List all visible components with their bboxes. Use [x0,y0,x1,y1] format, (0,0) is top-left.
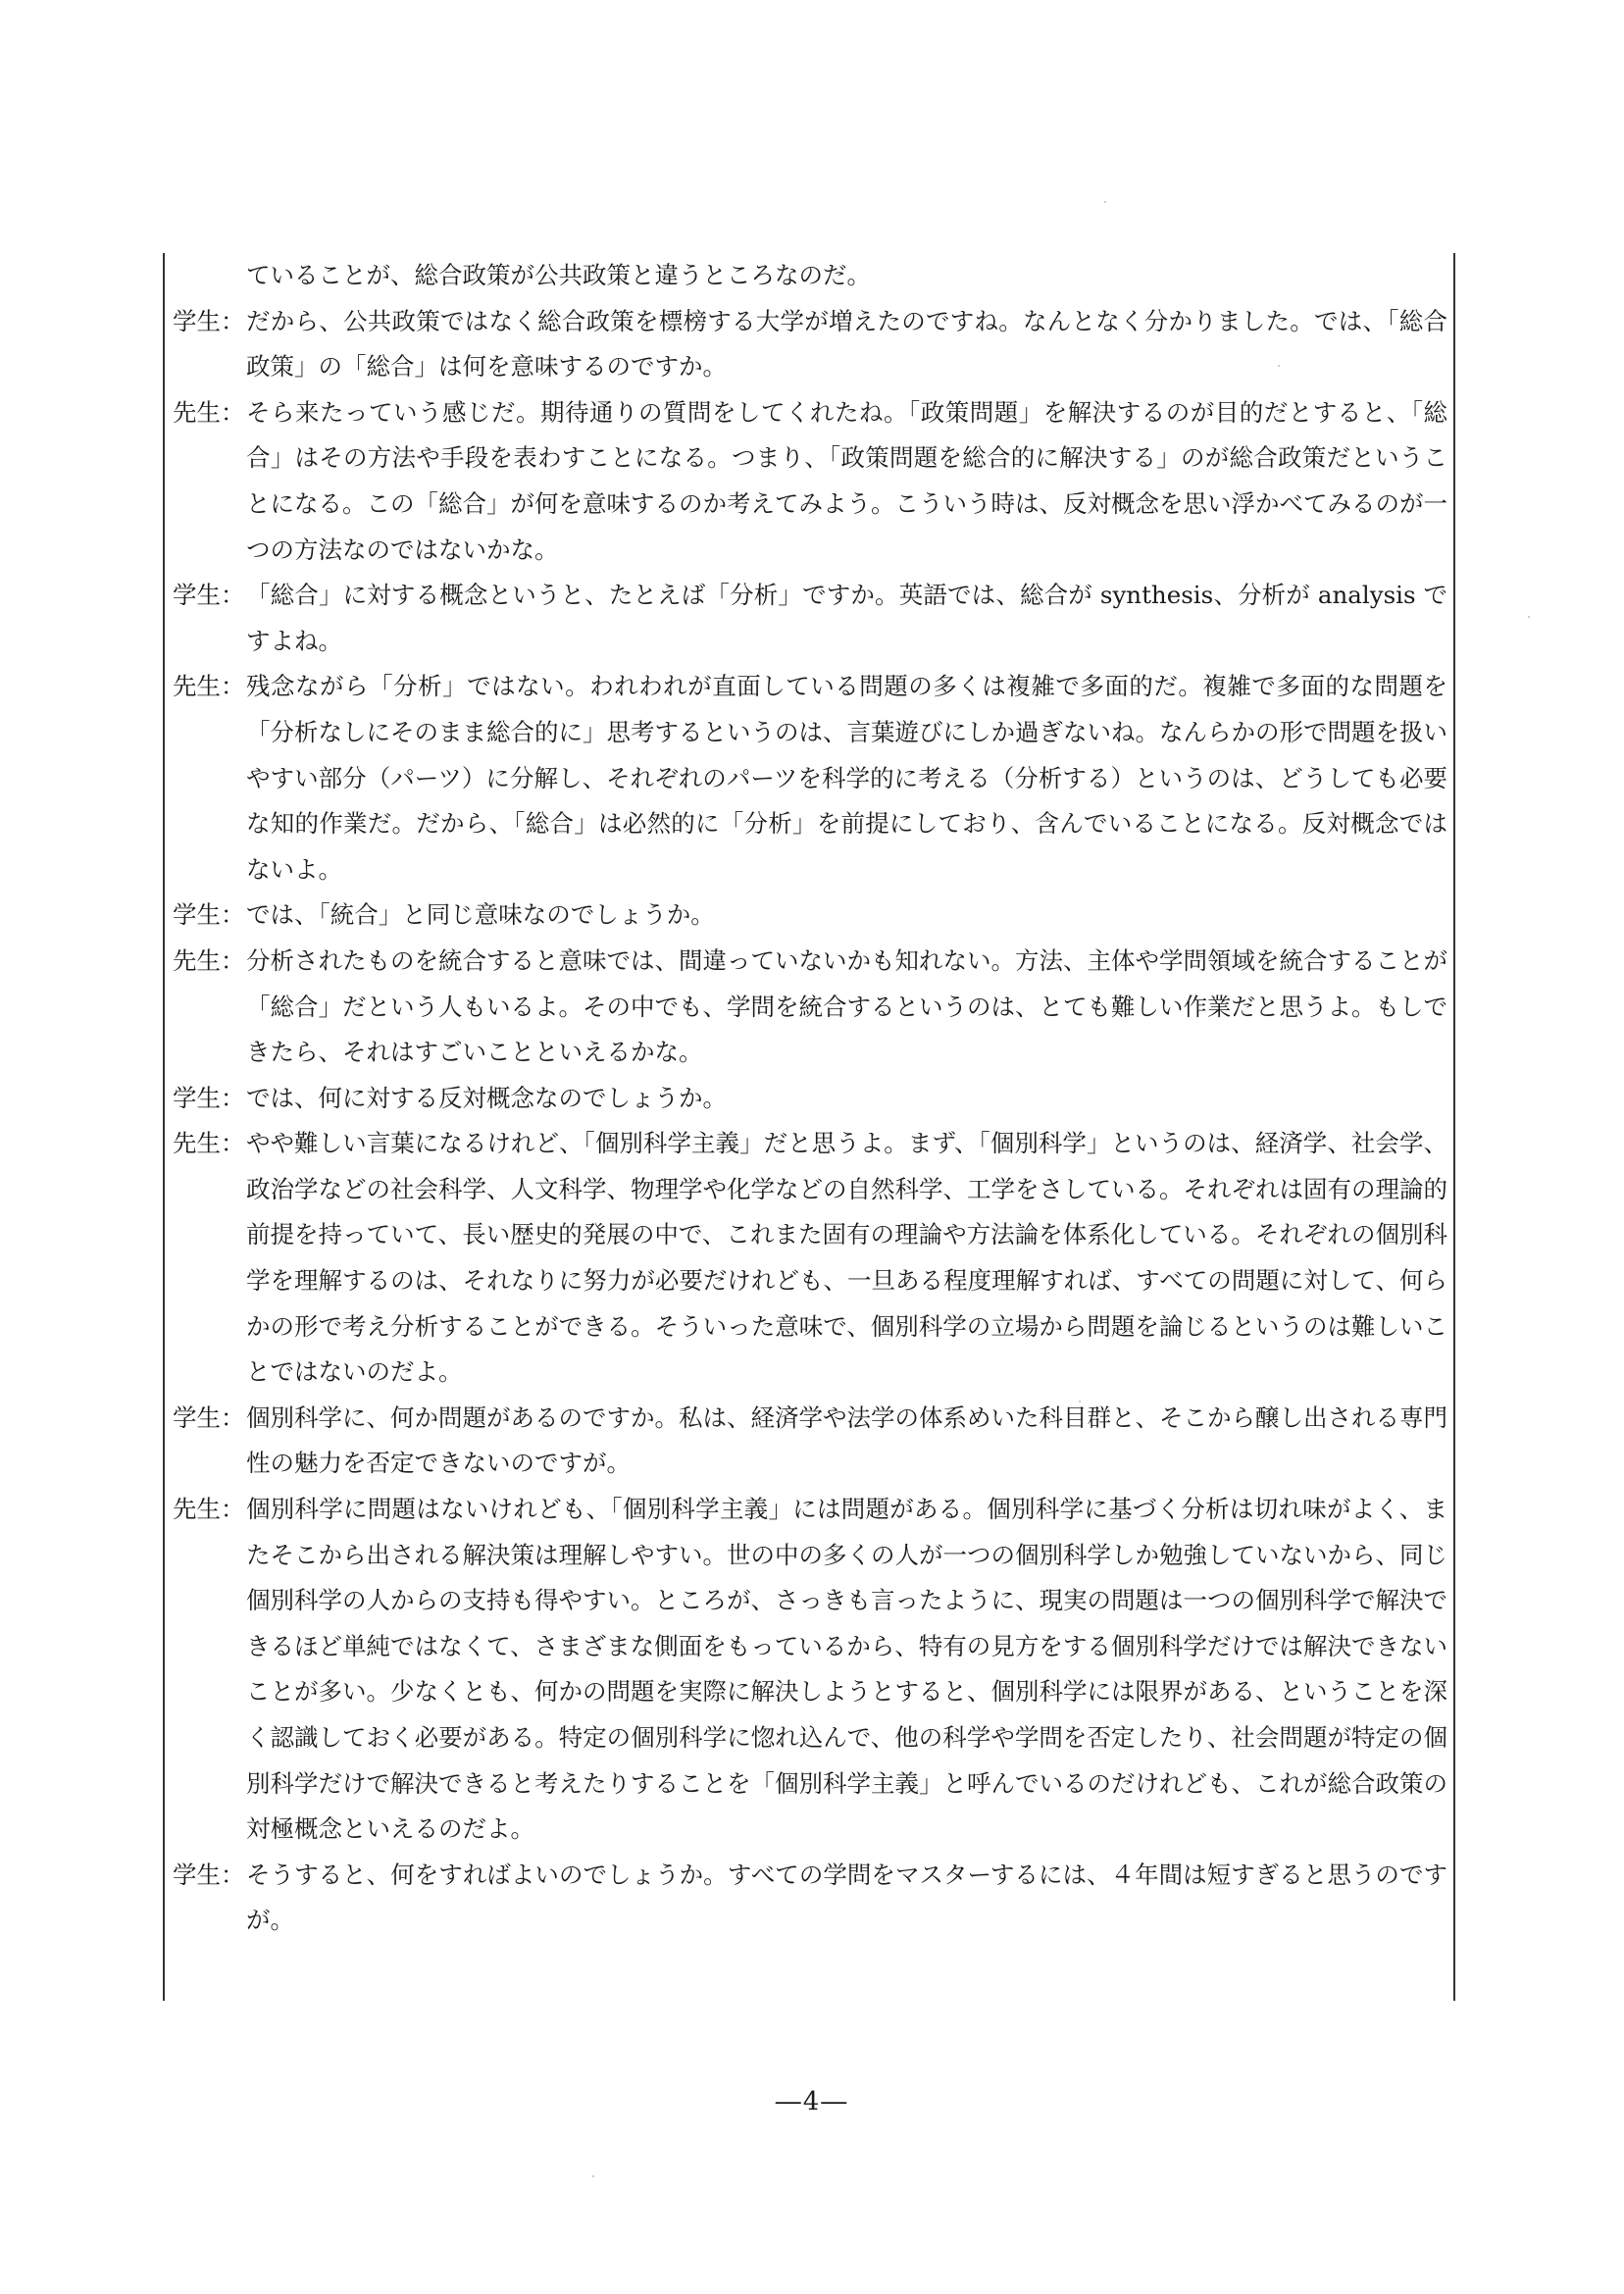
dialogue-turn [173,1853,1447,1944]
dialogue-turn [173,892,1447,939]
speaker-label: 学生： [173,1860,245,1889]
dialogue-turn [173,573,1447,664]
utterance-text: 「総合」に対する概念というと、たとえば「分析」ですか。英語では、総合が synthesis、分析が analysis ですよね。 [246,581,1447,655]
scan-speck [1278,365,1280,367]
utterance-text: ていることが、総合政策が公共政策と違うところなのだ。 [246,261,871,289]
dialogue-turn [173,253,1447,299]
scan-speck [592,2175,594,2177]
scan-speck [1528,616,1530,618]
speaker-label: 先生： [173,1129,245,1158]
utterance-text: 個別科学に、何か問題があるのですか。私は、経済学や法学の体系めいた科目群と、そこから醸し出される専門性の魅力を否定できないのですが。 [246,1402,1447,1478]
utterance-text: やや難しい言葉になるけれど、「個別科学主義」だと思うよ。まず、「個別科学」というのは、経済学、社会学、政治学などの社会科学、人文科学、物理学や化学などの自然科学、工学をさしている。それぞれは固有の理論的前提を持っていて、長い歴史的発展の中で、これまた固有の理論や方法論を体系化している。それぞれの個別科学を理解するのは、それなりに努力が必要だけれども、一旦ある程度理解すれば、すべての問題に対して、何らかの形で考え分析することができる。そういった意味で、個別科学の立場から問題を論じるというのは難しいことではないのだよ。 [246,1129,1447,1387]
speaker-label: 学生： [173,1402,245,1432]
speaker-label: 学生： [173,900,245,930]
page-number: ―4― [775,2087,849,2116]
speaker-label: 先生： [173,672,245,701]
speaker-label: 学生： [173,581,245,610]
speaker-label: 学生： [173,1083,245,1112]
scan-speck [1104,201,1106,203]
speaker-label: 先生： [173,397,245,427]
dialogue-text [173,253,1447,1944]
utterance-text: 残念ながら「分析」ではない。われわれが直面している問題の多くは複雑で多面的だ。複雑で多面的な問題を「分析なしにそのまま総合的に」思考するというのは、言葉遊びにしか過ぎないね。なんらかの形で問題を扱いやすい部分（パーツ）に分解し、それぞれのパーツを科学的に考える（分析する）というのは、どうしても必要な知的作業だ。だから、「総合」は必然的に「分析」を前提にしており、含んでいることになる。反対概念ではないよ。 [246,672,1447,884]
dialogue-turn [173,939,1447,1076]
dialogue-turn [173,390,1447,573]
dialogue-turn [173,1076,1447,1122]
dialogue-turn [173,1396,1447,1487]
dialogue-turn [173,1487,1447,1853]
speaker-label: 学生： [173,306,245,335]
scan-speck [1079,1401,1081,1402]
dialogue-turn [173,299,1447,390]
utterance-text: そうすると、何をすればよいのでしょうか。すべての学問をマスターするには、４年間は短すぎると思うのですが。 [246,1860,1447,1935]
utterance-text: では、何に対する反対概念なのでしょうか。 [246,1083,727,1112]
utterance-text: では、「統合」と同じ意味なのでしょうか。 [246,900,715,930]
utterance-text: そら来たっていう感じだ。期待通りの質問をしてくれたね。「政策問題」を解決するのが目的だとすると、「総合」はその方法や手段を表わすことになる。つまり、「政策問題を総合的に解決する」のが総合政策だということになる。この「総合」が何を意味するのか考えてみよう。こういう時は、反対概念を思い浮かべてみるのが一つの方法なのではないかな。 [246,397,1447,564]
dialogue-turn [173,1121,1447,1396]
dialogue-turn [173,664,1447,892]
utterance-text: 分析されたものを統合すると意味では、間違っていないかも知れない。方法、主体や学問領域を統合することが「総合」だという人もいるよ。その中でも、学問を統合するというのは、とても難しい作業だと思うよ。もしできたら、それはすごいことといえるかな。 [246,945,1447,1067]
utterance-text: だから、公共政策ではなく総合政策を標榜する大学が増えたのですね。なんとなく分かりました。では、「総合政策」の「総合」は何を意味するのですか。 [246,306,1447,382]
speaker-label: 先生： [173,945,245,975]
speaker-label: 先生： [173,1495,245,1524]
utterance-text: 個別科学に問題はないけれども、「個別科学主義」には問題がある。個別科学に基づく分析は切れ味がよく、またそこから出される解決策は理解しやすい。世の中の多くの人が一つの個別科学しか勉強していないから、同じ個別科学の人からの支持も得やすい。ところが、さっきも言ったように、現実の問題は一つの個別科学で解決できるほど単純ではなくて、さまざまな側面をもっているから、特有の見方をする個別科学だけでは解決できないことが多い。少なくとも、何かの問題を実際に解決しようとすると、個別科学には限界がある、ということを深く認識しておく必要がある。特定の個別科学に惚れ込んで、他の科学や学問を否定したり、社会問題が特定の個別科学だけで解決できると考えたりすることを「個別科学主義」と呼んでいるのだけれども、これが総合政策の対極概念といえるのだよ。 [246,1495,1447,1844]
